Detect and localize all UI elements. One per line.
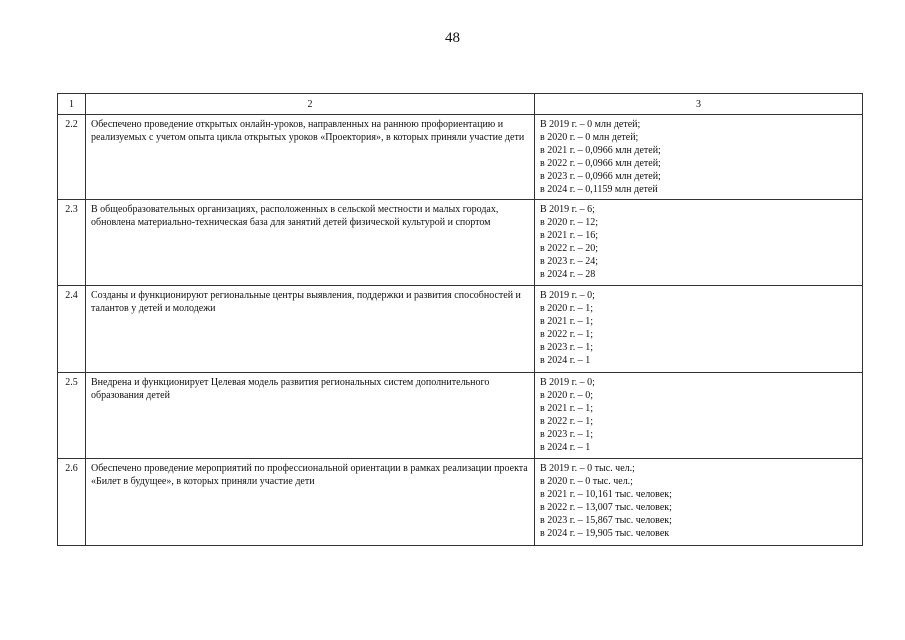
table-row [58, 373, 863, 459]
value-line: в 2023 г. – 0,0966 млн детей; [540, 171, 661, 182]
table-row [58, 200, 863, 286]
row-number: 2.3 [58, 200, 86, 286]
value-line: в 2024 г. – 0,1159 млн детей [540, 184, 658, 195]
value-line: в 2021 г. – 1; [540, 316, 593, 327]
value-line: в 2022 г. – 13,007 тыс. человек; [540, 502, 672, 513]
value-line: в 2022 г. – 20; [540, 243, 598, 254]
value-line: в 2023 г. – 1; [540, 342, 593, 353]
value-line: в 2022 г. – 1; [540, 416, 593, 427]
value-line: в 2020 г. – 1; [540, 303, 593, 314]
value-line: в 2023 г. – 1; [540, 429, 593, 440]
row-description: В общеобразовательных организациях, расположенных в сельской местности и малых городах, обновлена материально-техническая база для занятий детей физической культурой и спортом [86, 200, 535, 286]
value-line: в 2023 г. – 24; [540, 256, 598, 267]
value-line: в 2020 г. – 0 тыс. чел.; [540, 476, 633, 487]
value-line: В 2019 г. – 0 тыс. чел.; [540, 463, 635, 474]
value-line: В 2019 г. – 6; [540, 204, 595, 215]
value-line: В 2019 г. – 0; [540, 290, 595, 301]
row-description: Внедрена и функционирует Целевая модель развития региональных систем дополнительного образования детей [86, 373, 535, 459]
value-line: в 2021 г. – 16; [540, 230, 598, 241]
row-description: Обеспечено проведение открытых онлайн-уроков, направленных на раннюю профориентацию и реализуемых с учетом опыта цикла открытых уроков «Проектория», в которых приняли участие дети [86, 115, 535, 200]
table-row [58, 115, 863, 200]
value-line: в 2024 г. – 19,905 тыс. человек [540, 528, 670, 539]
table-row [58, 286, 863, 373]
value-line: в 2020 г. – 0; [540, 390, 593, 401]
value-line: в 2021 г. – 0,0966 млн детей; [540, 145, 661, 156]
row-values [535, 286, 863, 373]
value-line: в 2021 г. – 1; [540, 403, 593, 414]
row-number: 2.4 [58, 286, 86, 373]
value-line: В 2019 г. – 0; [540, 377, 595, 388]
row-number: 2.6 [58, 459, 86, 546]
value-line: в 2024 г. – 28 [540, 269, 596, 280]
table-row [58, 459, 863, 546]
value-line: в 2023 г. – 15,867 тыс. человек; [540, 515, 672, 526]
table-header-row [58, 94, 863, 115]
results-table [57, 93, 863, 546]
row-values [535, 459, 863, 546]
page-number: 48 [445, 30, 460, 46]
value-line: в 2020 г. – 12; [540, 217, 598, 228]
value-line: в 2022 г. – 0,0966 млн детей; [540, 158, 661, 169]
row-number: 2.2 [58, 115, 86, 200]
value-line: в 2024 г. – 1 [540, 442, 591, 453]
header-cell-3: 3 [535, 94, 863, 115]
row-values [535, 200, 863, 286]
row-values [535, 373, 863, 459]
value-line: в 2024 г. – 1 [540, 355, 591, 366]
row-description: Обеспечено проведение мероприятий по профессиональной ориентации в рамках реализации проекта «Билет в будущее», в которых приняли участие дети [86, 459, 535, 546]
header-cell-1: 1 [58, 94, 86, 115]
row-number: 2.5 [58, 373, 86, 459]
row-values [535, 115, 863, 200]
value-line: В 2019 г. – 0 млн детей; [540, 119, 641, 130]
value-line: в 2020 г. – 0 млн детей; [540, 132, 639, 143]
row-description: Созданы и функционируют региональные центры выявления, поддержки и развития способностей и талантов у детей и молодежи [86, 286, 535, 373]
value-line: в 2021 г. – 10,161 тыс. человек; [540, 489, 672, 500]
header-cell-2: 2 [86, 94, 535, 115]
value-line: в 2022 г. – 1; [540, 329, 593, 340]
